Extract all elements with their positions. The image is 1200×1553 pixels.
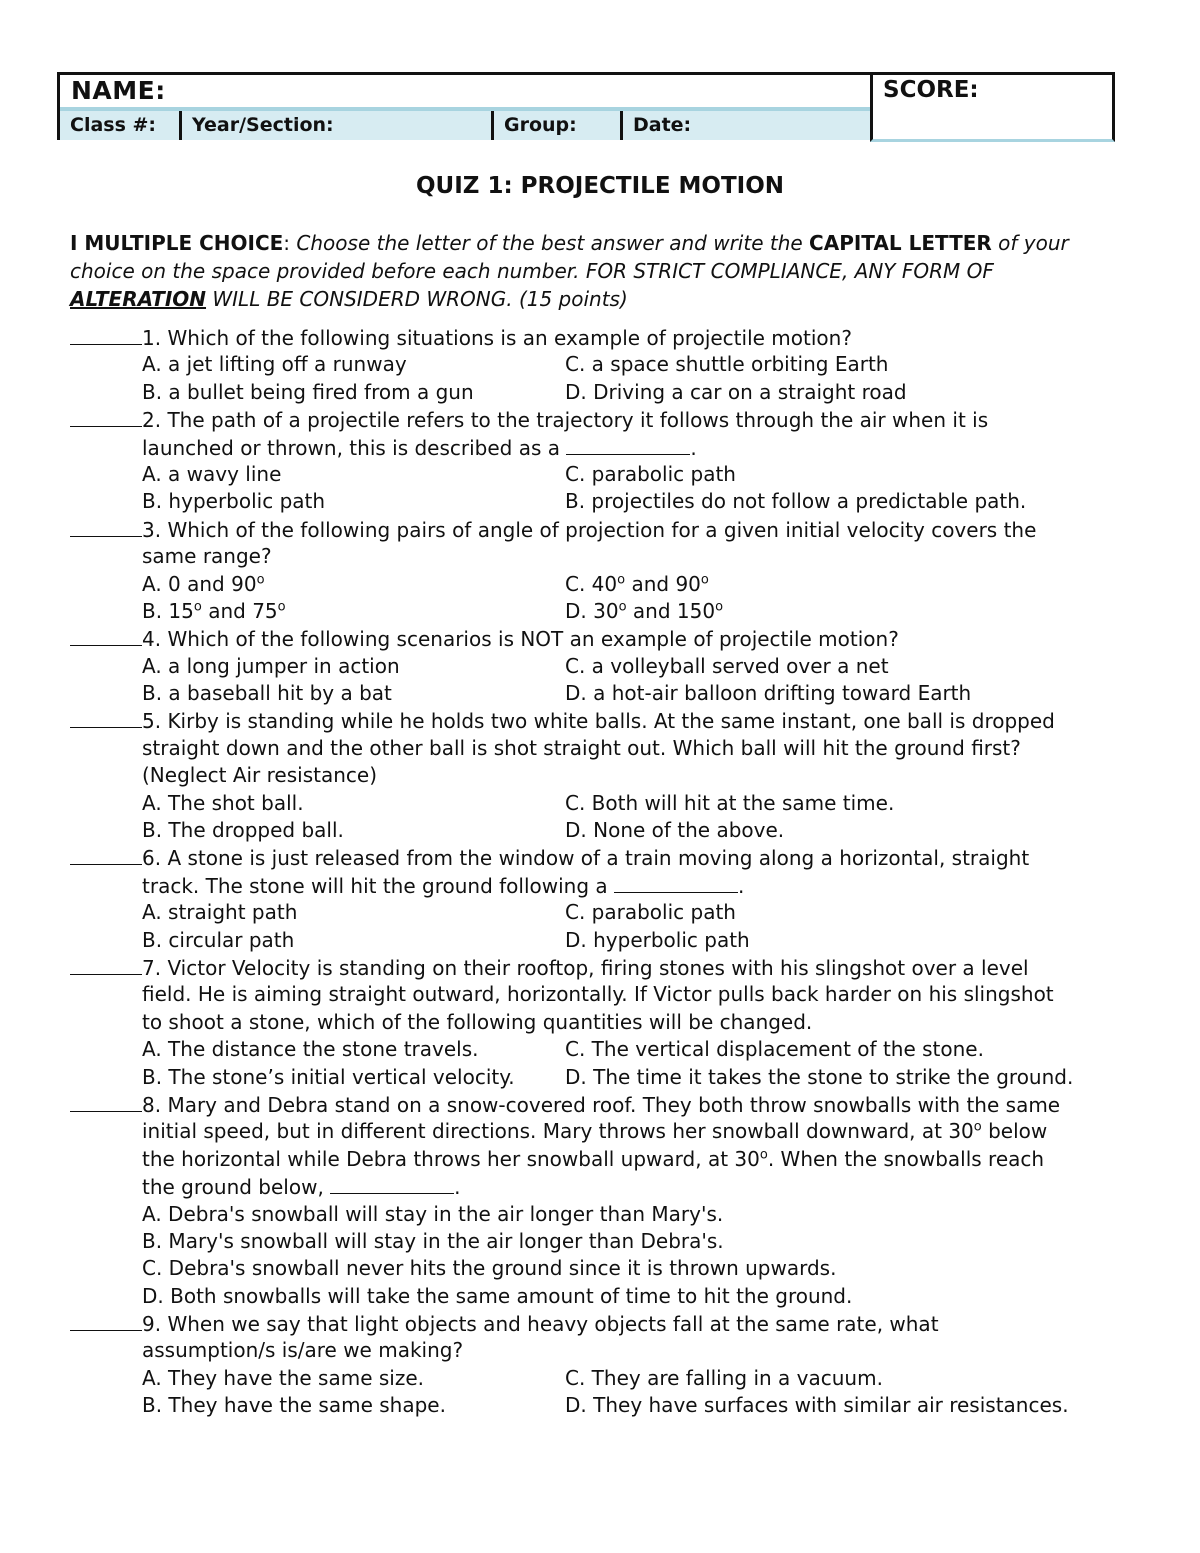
q5-option-c: C. Both will hit at the same time. [565, 790, 895, 815]
question-7-stem-cont [70, 981, 1140, 1008]
q7-option-a: A. The distance the stone travels. [142, 1037, 479, 1062]
q6-option-d: D. hyperbolic path [565, 927, 750, 952]
question-2-options-row-2 [70, 488, 1140, 515]
q3-option-b-text-2: and 75 [201, 598, 278, 623]
answer-blank-2[interactable] [70, 406, 142, 427]
question-4-options-row-1 [70, 653, 1140, 680]
question-6-text-2: track. The stone will hit the ground following a [142, 873, 615, 898]
instructions-capital-letter: CAPITAL LETTER [809, 231, 992, 255]
group-cell [494, 111, 623, 140]
student-info-header [57, 72, 1115, 142]
question-7-text-3: to shoot a stone, which of the following quantities will be changed. [142, 1009, 813, 1034]
instructions-alteration: ALTERATION [70, 287, 207, 311]
question-9-options-row-1 [70, 1365, 1140, 1392]
date-label: Date: [633, 114, 692, 136]
q1-option-a: A. a jet lifting off a runway [142, 352, 407, 377]
question-2-text-2: launched or thrown, this is described as a [142, 435, 567, 460]
question-9-stem [70, 1310, 1140, 1337]
q2-option-a: A. a wavy line [142, 461, 282, 486]
q3-option-d [565, 598, 723, 625]
question-9-text-2: assumption/s is/are we making? [142, 1338, 464, 1363]
q8-fill-blank [330, 1173, 454, 1194]
question-8-text: 8. Mary and Debra stand on a snow-covered roof. They both throw snowballs with the same [142, 1092, 1061, 1117]
q3-c-degree-2: o [700, 571, 709, 587]
question-5-stem-cont-2 [70, 762, 1140, 789]
q8-option-b: B. Mary's snowball will stay in the air longer than Debra's. [142, 1228, 724, 1253]
q8-option-d: D. Both snowballs will take the same amount of time to hit the ground. [142, 1283, 853, 1308]
question-6-text: 6. A stone is just released from the window of a train moving along a horizontal, straight [142, 846, 1030, 871]
question-6-options-row-2 [70, 927, 1140, 954]
q8-option-c: C. Debra's snowball never hits the ground since it is thrown upwards. [142, 1256, 837, 1281]
question-2-text: 2. The path of a projectile refers to the trajectory it follows through the air when it is [142, 408, 989, 433]
question-8-text-4: the ground below, [142, 1175, 331, 1200]
question-1-options-row-2 [70, 379, 1140, 406]
q3-option-c-text-2: and 90 [625, 571, 701, 596]
question-8-stem-cont-3: the ground below, . [142, 1175, 461, 1200]
date-cell [623, 111, 870, 140]
q3-option-d-text-2: and 150 [626, 598, 716, 623]
question-8-text-2b: below [981, 1119, 1048, 1144]
q2-option-c: C. parabolic path [565, 461, 736, 486]
q3-b-degree-1: o [193, 599, 202, 615]
q9-option-a: A. They have the same size. [142, 1365, 425, 1390]
instructions-text-2: of your choice on the space provided before each number. FOR STRICT COMPLIANCE, ANY FORM OF [70, 231, 1069, 283]
quiz-title: QUIZ 1: PROJECTILE MOTION [415, 173, 785, 199]
question-8-stem-cont-2 [70, 1146, 1140, 1173]
question-5-text: 5. Kirby is standing while he holds two white balls. At the same instant, one ball is dropped [142, 709, 1055, 734]
q4-option-d: D. a hot-air balloon drifting toward Earth [565, 681, 972, 706]
question-6-stem-cont: track. The stone will hit the ground following a . [142, 873, 745, 898]
student-info-box [57, 72, 870, 140]
year-section-label: Year/Section: [192, 114, 334, 136]
answer-blank-5[interactable] [70, 707, 142, 728]
answer-blank-7[interactable] [70, 954, 142, 975]
q3-d-degree-1: o [618, 599, 627, 615]
score-box [870, 72, 1115, 142]
q6-fill-blank [614, 872, 738, 893]
question-9-stem-cont [70, 1337, 1140, 1364]
answer-blank-8[interactable] [70, 1091, 142, 1112]
q7-option-c: C. The vertical displacement of the stone. [565, 1037, 984, 1062]
question-5-stem-cont [70, 735, 1140, 762]
question-3-stem-cont [70, 543, 1140, 570]
question-7-text-2: field. He is aiming straight outward, horizontally. If Victor pulls back harder on his slingshot [142, 982, 1054, 1007]
question-1-options-row-1 [70, 351, 1140, 378]
q2-option-b: B. hyperbolic path [142, 489, 326, 514]
question-8-text-3: the horizontal while Debra throws her snowball upward, at 30 [142, 1146, 760, 1171]
q2-option-d: B. projectiles do not follow a predictable path. [565, 489, 1027, 514]
question-9-options-row-2 [70, 1392, 1140, 1419]
q1-option-b: B. a bullet being fired from a gun [142, 379, 474, 404]
q7-option-b: B. The stone’s initial vertical velocity. [142, 1064, 515, 1089]
q3-b-degree-2: o [277, 599, 286, 615]
q9-option-c: C. They are falling in a vacuum. [565, 1365, 883, 1390]
question-4-text: 4. Which of the following scenarios is NOT an example of projectile motion? [142, 627, 899, 652]
answer-blank-9[interactable] [70, 1310, 142, 1331]
instructions-text-3: WILL BE CONSIDERD WRONG. (15 points) [206, 287, 628, 311]
q6-option-a: A. straight path [142, 900, 298, 925]
group-label: Group: [504, 114, 577, 136]
q5-option-d: D. None of the above. [565, 818, 785, 843]
q5-option-b: B. The dropped ball. [142, 818, 344, 843]
question-7-text: 7. Victor Velocity is standing on their rooftop, firing stones with his slingshot over a level [142, 955, 1029, 980]
question-3-text: 3. Which of the following pairs of angle of projection for a given initial velocity covers the [142, 517, 1037, 542]
answer-blank-1[interactable] [70, 324, 142, 345]
question-7-options-row-2 [70, 1064, 1140, 1091]
q3-d-degree-2: o [715, 599, 724, 615]
question-3-text-2: same range? [142, 544, 272, 569]
q3-option-b [142, 598, 286, 625]
q6-option-c: C. parabolic path [565, 900, 736, 925]
answer-blank-6[interactable] [70, 844, 142, 865]
q9-option-b: B. They have the same shape. [142, 1393, 446, 1418]
question-5-text-3: (Neglect Air resistance) [142, 763, 377, 788]
question-4-stem [70, 625, 1140, 652]
q3-option-b-text: B. 15 [142, 598, 194, 623]
answer-blank-3[interactable] [70, 516, 142, 537]
question-8-text-2: initial speed, but in different directions. Mary throws her snowball downward, at 30 [142, 1119, 974, 1144]
q8-option-a: A. Debra's snowball will stay in the air longer than Mary's. [142, 1201, 724, 1226]
q5-option-a: A. The shot ball. [142, 790, 304, 815]
question-7-stem-cont-2 [70, 1009, 1140, 1036]
q3-option-d-text: D. 30 [565, 598, 619, 623]
question-8-stem-cont [70, 1118, 1140, 1145]
question-2-stem-cont: launched or thrown, this is described as a . [142, 435, 697, 460]
q8-degree-1: o [973, 1119, 982, 1135]
q8-degree-2: o [759, 1147, 768, 1163]
question-9-text: 9. When we say that light objects and heavy objects fall at the same rate, what [142, 1312, 939, 1337]
question-5-options-row-1 [70, 790, 1140, 817]
q3-option-c [565, 571, 709, 598]
year-section-cell [182, 111, 494, 140]
question-8-stem [70, 1091, 1140, 1118]
question-6-options-row-1 [70, 899, 1140, 926]
q3-option-a [142, 571, 265, 598]
q7-option-d: D. The time it takes the stone to strike the ground. [565, 1064, 1074, 1089]
q1-option-c: C. a space shuttle orbiting Earth [565, 352, 889, 377]
question-3-options-row-2 [70, 598, 1140, 625]
question-8-text-3b: . When the snowballs reach [767, 1146, 1045, 1171]
q4-option-a: A. a long jumper in action [142, 653, 400, 678]
name-row [60, 75, 870, 111]
question-2-options-row-1 [70, 461, 1140, 488]
info-row [60, 111, 870, 140]
question-2-stem [70, 406, 1140, 433]
q4-option-c: C. a volleyball served over a net [565, 653, 889, 678]
instructions-colon: : [283, 231, 297, 255]
answer-blank-4[interactable] [70, 625, 142, 646]
question-1-stem [70, 324, 1140, 351]
question-3-options-row-1 [70, 571, 1140, 598]
question-1-text: 1. Which of the following situations is an example of projectile motion? [142, 326, 852, 350]
score-label: SCORE: [883, 77, 979, 103]
question-4-options-row-2 [70, 680, 1140, 707]
question-6-stem [70, 844, 1140, 871]
q1-option-d: D. Driving a car on a straight road [565, 379, 907, 404]
q3-a-degree: o [256, 571, 265, 587]
questions-list [70, 324, 1140, 1420]
q3-option-a-text: A. 0 and 90 [142, 571, 257, 596]
question-7-stem [70, 954, 1140, 981]
q4-option-b: B. a baseball hit by a bat [142, 681, 392, 706]
question-5-text-2: straight down and the other ball is shot straight out. Which ball will hit the ground first? [142, 735, 1021, 760]
instructions [70, 229, 1132, 313]
question-3-stem [70, 516, 1140, 543]
q6-option-b: B. circular path [142, 927, 295, 952]
q3-option-c-text: C. 40 [565, 571, 618, 596]
instructions-text-1: Choose the letter of the best answer and write the [296, 231, 810, 255]
q2-fill-blank [566, 434, 690, 455]
question-7-options-row-1 [70, 1036, 1140, 1063]
question-5-options-row-2 [70, 817, 1140, 844]
class-number-cell [60, 111, 182, 140]
name-label: NAME: [71, 76, 166, 105]
question-5-stem [70, 707, 1140, 734]
instructions-label: I MULTIPLE CHOICE [70, 231, 284, 255]
class-number-label: Class #: [70, 114, 157, 136]
q9-option-d: D. They have surfaces with similar air resistances. [565, 1393, 1069, 1418]
q3-c-degree-1: o [617, 571, 626, 587]
